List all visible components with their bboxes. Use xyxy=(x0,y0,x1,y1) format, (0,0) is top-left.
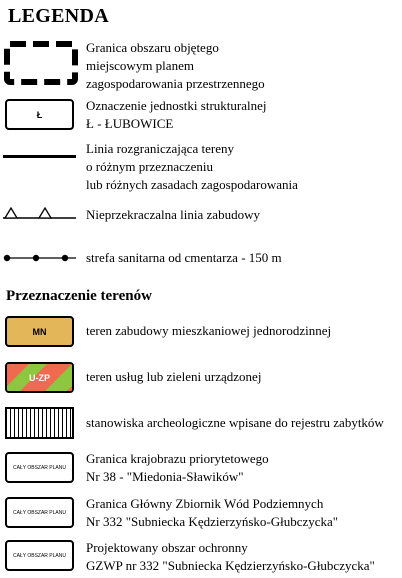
whole-plan-box xyxy=(5,452,74,483)
legend-item-boundary-line xyxy=(0,140,402,194)
whole-plan-box xyxy=(5,497,74,528)
land-use-text-groundwater: Granica Główny Zbiornik Wód Podziemnych Nr 332 "Subniecka Kędzierzyńsko-Głubczycka" xyxy=(86,496,339,529)
vertical-hatch-swatch xyxy=(5,407,74,439)
land-use-item-protection-area xyxy=(0,536,402,578)
land-use-item-mn xyxy=(0,314,402,350)
land-use-item-groundwater xyxy=(0,492,402,534)
whole-plan-label: CAŁY OBSZAR PLANU xyxy=(13,552,66,559)
legend-item-building-line xyxy=(0,203,402,227)
land-use-text-mn: teren zabudowy mieszkaniowej jednorodzinnej xyxy=(86,323,332,338)
land-use-text-uzp: teren usług lub zieleni urządzonej xyxy=(86,369,262,384)
dotted-line-icon xyxy=(3,251,79,265)
land-use-text-landscape: Granica krajobrazu priorytetowego Nr 38 - "Miedonia-Sławików" xyxy=(86,451,269,484)
whole-plan-label: CAŁY OBSZAR PLANU xyxy=(13,509,66,516)
legend-text-building-line: Nieprzekraczalna linia zabudowy xyxy=(86,207,260,222)
land-use-title: Przeznaczenie terenów xyxy=(6,288,152,304)
legend-item-structural-unit xyxy=(0,97,402,135)
solid-line-icon xyxy=(3,155,76,158)
uzp-swatch xyxy=(5,362,74,393)
legend-text-sanitary-zone: strefa sanitarna od cmentarza - 150 m xyxy=(86,250,282,265)
land-use-item-landscape xyxy=(0,447,402,489)
mn-swatch-label: MN xyxy=(32,326,47,337)
uzp-swatch-label: U-ZP xyxy=(29,372,50,383)
dashed-boundary-icon xyxy=(3,40,79,86)
legend-item-sanitary-zone xyxy=(0,249,402,269)
structural-unit-label: Ł xyxy=(36,109,43,120)
structural-unit-box xyxy=(5,99,74,130)
legend-text-boundary-line: Linia rozgraniczająca tereny o różnym przeznaczeniu lub różnych zasadach zagospodarowania xyxy=(86,141,298,192)
legend-text-plan-boundary: Granica obszaru objętego miejscowym planem zagospodarowania przestrzennego xyxy=(86,40,265,91)
legend-title: LEGENDA xyxy=(8,5,110,27)
legend-item-plan-boundary xyxy=(0,38,402,90)
land-use-text-archaeology: stanowiska archeologiczne wpisane do rejestru zabytków xyxy=(86,415,384,430)
land-use-item-uzp xyxy=(0,360,402,396)
mn-swatch xyxy=(5,316,74,347)
whole-plan-label: CAŁY OBSZAR PLANU xyxy=(13,464,66,471)
land-use-item-archaeology xyxy=(0,405,402,443)
legend-text-structural-unit: Oznaczenie jednostki strukturalnej Ł - ŁUBOWICE xyxy=(86,98,267,131)
land-use-text-protection-area: Projektowany obszar ochronny GZWP nr 332 "Subniecka Kędzierzyńsko-Głubczycka" xyxy=(86,540,375,573)
triangle-line-icon xyxy=(3,204,79,224)
whole-plan-box xyxy=(5,540,74,571)
